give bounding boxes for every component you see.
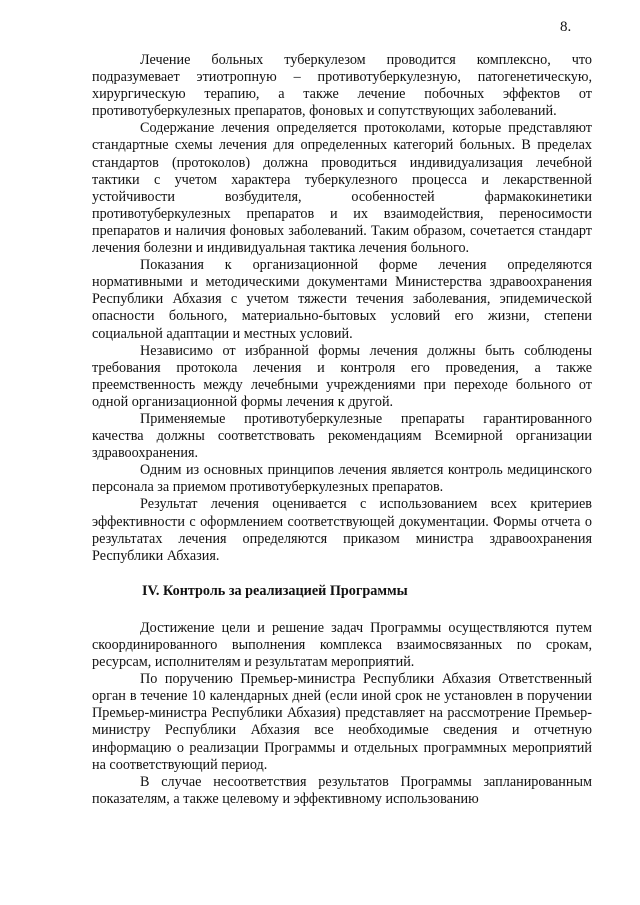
- paragraph: Применяемые противотуберкулезные препараты гарантированного качества должны соответствовать рекомендациям Всемирной организации здравоохранения.: [92, 410, 592, 462]
- paragraph: По поручению Премьер-министра Республики Абхазия Ответственный орган в течение 10 календарных дней (если иной срок не установлен в поручении Премьер-министра Республики Абхазия) представляет на рассмотрение Премьер-министру Республики Абхазия все необходимые сведения и отчетную информацию о реализации Программы и отдельных программных мероприятий на соответствующий период.: [92, 671, 592, 773]
- paragraph: Достижение цели и решение задач Программы осуществляются путем скоординированного выполнения комплекса взаимосвязанных по срокам, ресурсам, исполнителям и результатам мероприятий.: [92, 619, 592, 671]
- page-number: 8.: [560, 19, 572, 35]
- paragraph: Лечение больных туберкулезом проводится комплексно, что подразумевает этиотропную – противотуберкулезную, патогенетическую, хирургическую терапию, а также лечение побочных эффектов от противотуберкулезных препаратов, фоновых и сопутствующих заболеваний.: [92, 52, 592, 120]
- paragraph: Показания к организационной форме лечения определяются нормативными и методическими документами Министерства здравоохранения Республики Абхазия с учетом тяжести течения заболевания, эпидемической опасности больного, материально-бытовых условий его жизни, степени социальной адаптации и местных условий.: [92, 257, 592, 342]
- section-heading: IV. Контроль за реализацией Программы: [142, 582, 408, 599]
- paragraph: Содержание лечения определяется протоколами, которые представляют стандартные схемы лечения для определенных категорий больных. В пределах стандартов (протоколов) должна проводиться индивидуализация лечебной тактики с учетом характера туберкулезного процесса и лекарственной устойчивости возбудителя, особенностей фармакокинетики противотуберкулезных препаратов и их взаимодействия, переносимости препаратов и наличия фоновых заболеваний. Таким образом, сочетается стандарт лечения болезни и индивидуальная тактика лечения больного.: [92, 120, 592, 257]
- document-body: [92, 52, 592, 808]
- paragraph: В случае несоответствия результатов Программы запланированным показателям, а также целевому и эффективному использованию: [92, 773, 592, 807]
- paragraph: Одним из основных принципов лечения является контроль медицинского персонала за приемом противотуберкулезных препаратов.: [92, 462, 592, 496]
- paragraph: Результат лечения оценивается с использованием всех критериев эффективности с оформлением соответствующей документации. Формы отчета о результатах лечения определяются приказом министра здравоохранения Республики Абхазия.: [92, 496, 592, 564]
- paragraph: Независимо от избранной формы лечения должны быть соблюдены требования протокола лечения и контроля его проведения, а также преемственность между лечебными учреждениями при переходе больного от одной организационной формы лечения к другой.: [92, 342, 592, 410]
